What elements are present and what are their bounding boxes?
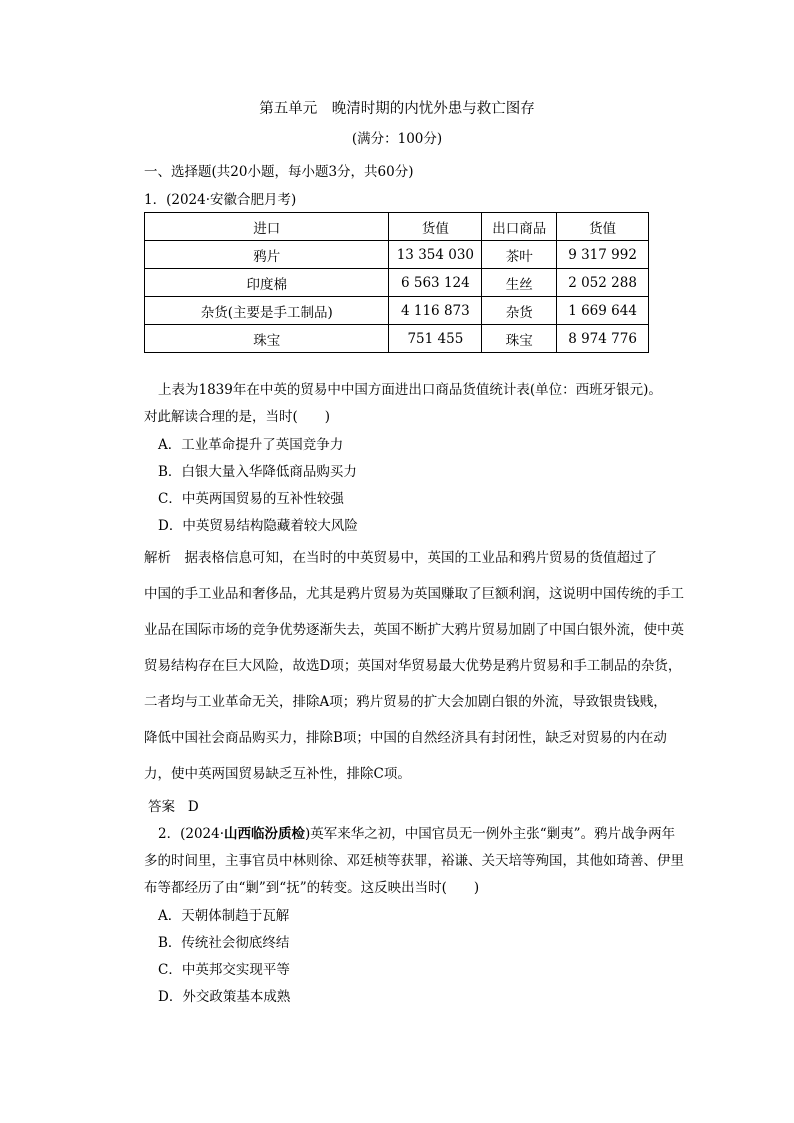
analysis-line: 业品在国际市场的竞争优势逐渐失去，英国不断扩大鸦片贸易加剧了中国白银外流，使中英 xyxy=(144,622,684,638)
option-b: B．传统社会彻底终结 xyxy=(158,935,290,951)
column-header: 出口商品 xyxy=(482,213,557,241)
table-cell: 生丝 xyxy=(482,269,557,297)
analysis-line: 二者均与工业革命无关，排除A项；鸦片贸易的扩大会加剧白银的外流，导致银贵钱贱， xyxy=(144,694,667,710)
analysis-line: 降低中国社会商品购买力，排除B项；中国的自然经济具有封闭性，缺乏对贸易的内在动 xyxy=(144,730,667,746)
analysis-line: 力，使中英两国贸易缺乏互补性，排除C项。 xyxy=(144,766,411,782)
table-cell: 13 354 030 xyxy=(389,241,482,269)
table-cell: 751 455 xyxy=(389,325,482,353)
table-cell: 茶叶 xyxy=(482,241,557,269)
analysis-line xyxy=(144,546,657,566)
answer-line xyxy=(148,795,199,815)
section-heading: 一、选择题(共20小题，每小题3分，共60分) xyxy=(144,164,414,180)
question-2-stem xyxy=(158,822,675,842)
table-cell: 珠宝 xyxy=(145,325,389,353)
table-row xyxy=(145,325,649,353)
question-2-stem: 布等都经历了由“剿”到“抚”的转变。这反映出当时( ) xyxy=(144,880,480,896)
question-2-source: 山西临汾质检 xyxy=(224,826,306,842)
score-note: (满分：100分) xyxy=(351,131,443,147)
analysis-text: 据表格信息可知，在当时的中英贸易中，英国的工业品和鸦片贸易的货值超过了 xyxy=(171,550,657,566)
table-row xyxy=(145,241,649,269)
option-d: D．中英贸易结构隐藏着较大风险 xyxy=(158,518,358,534)
question-1-header: 1．(2024·安徽合肥月考) xyxy=(144,192,297,208)
table-cell: 杂货 xyxy=(482,297,557,325)
question-1-stem: 对此解读合理的是，当时( ) xyxy=(144,409,331,425)
option-d: D．外交政策基本成熟 xyxy=(158,989,291,1005)
answer-label: 答案 xyxy=(148,799,175,815)
question-1-stem: 上表为1839年在中英的贸易中中国方面进出口商品货值统计表(单位：西班牙银元)。 xyxy=(158,382,662,398)
table-cell: 珠宝 xyxy=(482,325,557,353)
table-cell: 9 317 992 xyxy=(557,241,649,269)
question-2-prefix: 2．(2024· xyxy=(158,826,225,842)
table-cell: 6 563 124 xyxy=(389,269,482,297)
answer-value: D xyxy=(187,799,199,815)
column-header: 货值 xyxy=(557,213,649,241)
table-cell: 杂货(主要是手工制品) xyxy=(145,297,389,325)
column-header: 进口 xyxy=(145,213,389,241)
table-header-row xyxy=(145,213,649,241)
option-c: C．中英邦交实现平等 xyxy=(158,962,290,978)
table-cell: 1 669 644 xyxy=(557,297,649,325)
page-title: 第五单元 晚清时期的内忧外患与救亡图存 xyxy=(259,101,535,117)
column-header: 货值 xyxy=(389,213,482,241)
table-cell: 2 052 288 xyxy=(557,269,649,297)
table-row xyxy=(145,269,649,297)
option-b: B．白银大量入华降低商品购买力 xyxy=(158,464,357,480)
option-a: A．工业革命提升了英国竞争力 xyxy=(158,437,344,453)
table-cell: 鸦片 xyxy=(145,241,389,269)
option-c: C．中英两国贸易的互补性较强 xyxy=(158,491,344,507)
analysis-label: 解析 xyxy=(144,550,171,566)
option-a: A．天朝体制趋于瓦解 xyxy=(158,908,290,924)
analysis-line: 贸易结构存在巨大风险，故选D项；英国对华贸易最大优势是鸦片贸易和手工制品的杂货， xyxy=(144,658,682,674)
table-cell: 印度棉 xyxy=(145,269,389,297)
trade-table xyxy=(144,212,649,353)
question-2-stem-rest: )英军来华之初，中国官员无一例外主张“剿夷”。鸦片战争两年 xyxy=(305,826,676,842)
analysis-line: 中国的手工业品和奢侈品，尤其是鸦片贸易为英国赚取了巨额利润，这说明中国传统的手工 xyxy=(144,586,684,602)
question-2-stem: 多的时间里，主事官员中林则徐、邓廷桢等获罪，裕谦、关天培等殉国，其他如琦善、伊里 xyxy=(144,853,684,869)
table-cell: 4 116 873 xyxy=(389,297,482,325)
table-cell: 8 974 776 xyxy=(557,325,649,353)
table-row xyxy=(145,297,649,325)
